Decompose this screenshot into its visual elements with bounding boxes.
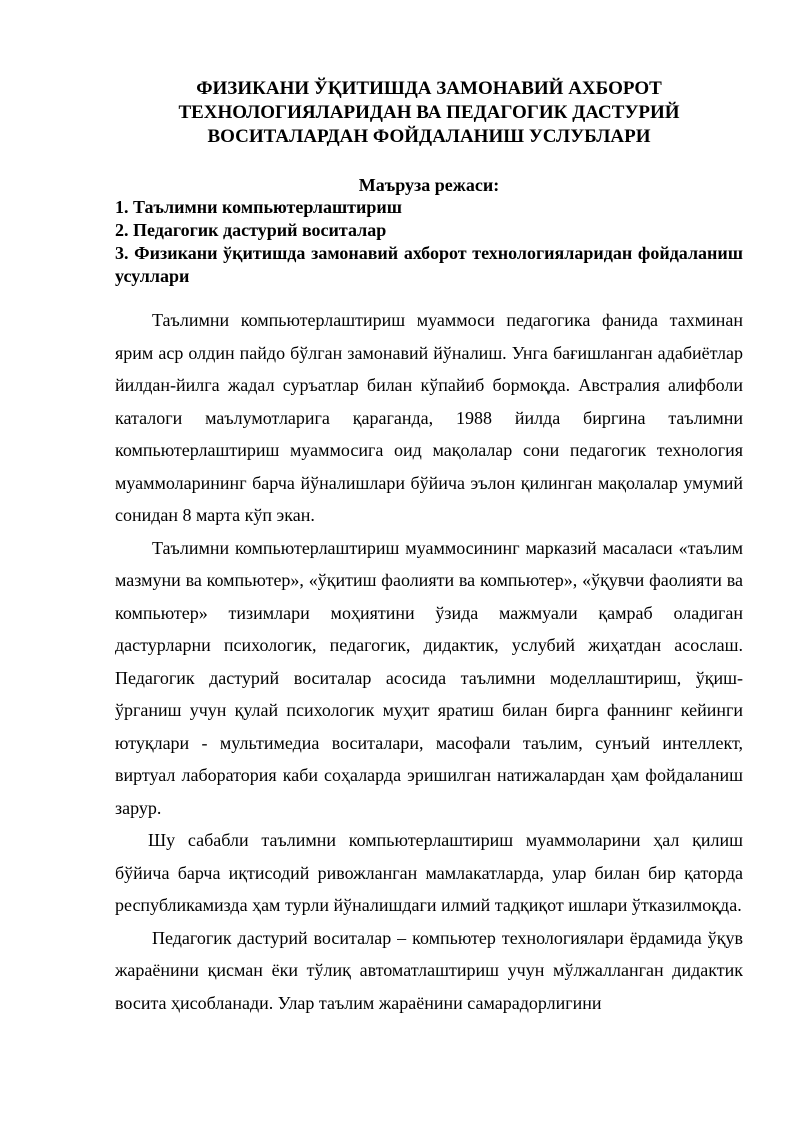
title-line-1: ФИЗИКАНИ ЎҚИТИШДА ЗАМОНАВИЙ АХБОРОТ	[196, 78, 662, 99]
document-title	[115, 77, 743, 149]
plan-item-3: 3. Физикани ўқитишда замонавий ахборот технологияларидан фойдаланиш усуллари	[115, 243, 743, 286]
paragraph-1: Таълимни компьютерлаштириш муаммоси педагогика фанида тахминан ярим аср олдин пайдо бўлган замонавий йўналиш. Унга бағишланган адабиётлар йилдан-йилга жадал суръатлар билан кўпайиб бормоқда. Австралия алифболи каталоги маълумотларига қараганда, 1988 йилда биргина таълимни компьютерлаштириш муаммосига оид мақолалар сони педагогик технология муаммоларининг барча йўналишлари бўйича эълон қилинган мақолалар умумий сонидан 8 марта кўп экан.	[115, 310, 743, 525]
paragraph-2: Таълимни компьютерлаштириш муаммосининг марказий масаласи «таълим мазмуни ва компьютер», «ўқитиш фаолияти ва компьютер», «ўқувчи фаолияти ва компьютер» тизимлари моҳиятини ўзида мажмуали қамраб оладиган дастурларни психологик, педагогик, дидактик, услубий жиҳатдан асослаш. Педагогик дастурий воситалар асосида таълимни моделлаштириш, ўқиш-ўрганиш учун қулай психологик муҳит яратиш билан бирга фаннинг кейинги ютуқлари - мультимедиа воситалари, масофали таълим, сунъий интеллект, виртуал лаборатория каби соҳаларда эришилган натижалардан ҳам фойдаланиш зарур.	[115, 537, 743, 818]
plan-item-2: 2. Педагогик дастурий воситалар	[115, 220, 387, 240]
document-page	[115, 77, 743, 1019]
paragraph-3: Шу сабабли таълимни компьютерлаштириш муаммоларини ҳал қилиш бўйича барча иқтисодий ривожланган мамлакатларда, улар билан бир қаторда республикамизда ҳам турли йўналишдаги илмий тадқиқот ишлари ўтказилмоқда.	[115, 830, 743, 915]
paragraph-4: Педагогик дастурий воситалар – компьютер технологиялари ёрдамида ўқув жараёнини қисман ёки тўлиқ автоматлаштириш учун мўлжалланган дидактик восита ҳисобланади. Улар таълим жараёнини самарадорлигини	[115, 927, 743, 1013]
title-line-2: ТЕХНОЛОГИЯЛАРИДАН ВА ПЕДАГОГИК ДАСТУРИЙ	[178, 102, 680, 123]
plan-item-1: 1. Таълимни компьютерлаштириш	[115, 197, 402, 217]
lecture-plan-list	[115, 196, 743, 288]
title-line-3: ВОСИТАЛАРДАН ФОЙДАЛАНИШ УСЛУБЛАРИ	[207, 126, 651, 147]
lecture-plan-heading: Маъруза режаси:	[358, 175, 500, 195]
document-body	[115, 304, 743, 1019]
